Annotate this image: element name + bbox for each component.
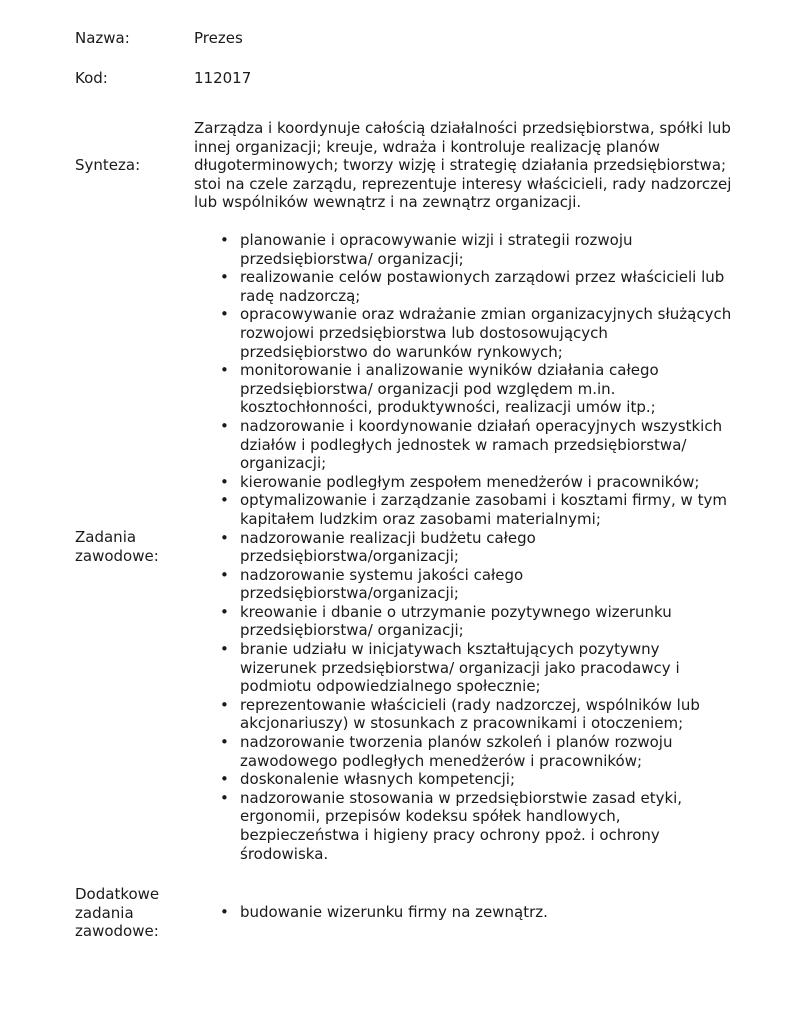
zadanie-item-line: środowiska.	[240, 844, 329, 863]
zadania-list	[240, 231, 760, 863]
zadanie-item-line: • doskonalenie własnych kompetencji;	[240, 770, 515, 789]
nazwa-value: Prezes	[194, 28, 243, 47]
zadanie-item	[240, 417, 760, 473]
zadanie-item-line: • nadzorowanie stosowania w przedsiębiorstwie zasad etyki,	[240, 788, 683, 807]
zadanie-item-line: • nadzorowanie realizacji budżetu całego	[240, 528, 536, 547]
dodatkowe-label-line: zadania	[75, 903, 134, 922]
zadanie-item-line: • opracowywanie oraz wdrażanie zmian organizacyjnych służących	[240, 305, 732, 324]
zadanie-item-line: • planowanie i opracowywanie wizji i strategii rozwoju	[240, 231, 633, 249]
synteza-line: stoi na czele zarządu, reprezentuje interesy właścicieli, rady nadzorczej	[194, 174, 732, 193]
zadanie-item-line: akcjonariuszy) w stosunkach z pracownikami i otoczeniem;	[240, 714, 684, 733]
zadanie-item-line: przedsiębiorstwa/organizacji;	[240, 584, 459, 603]
zadanie-item-line: • nadzorowanie tworzenia planów szkoleń i planów rozwoju	[240, 733, 673, 752]
zadanie-item-line: kosztochłonności, produktywności, realizacji umów itp.;	[240, 398, 656, 417]
zadanie-item-line: • nadzorowanie i koordynowanie działań operacyjnych wszystkich	[240, 416, 723, 435]
zadanie-item	[240, 640, 760, 696]
zadanie-item-line: • optymalizowanie i zarządzanie zasobami i kosztami firmy, w tym	[240, 491, 727, 510]
zadanie-item-line: bezpieczeństwa i higieny pracy ochrony ppoż. i ochrony	[240, 826, 660, 844]
dodatkowe-item	[240, 903, 760, 922]
zadanie-item-line: przedsiębiorstwa/organizacji;	[240, 547, 459, 566]
zadanie-item-line: zawodowego podległych menedżerów i pracowników;	[240, 751, 643, 770]
synteza-line: innej organizacji; kreuje, wdraża i kontroluje realizację planów	[194, 137, 660, 156]
zadanie-item-line: wizerunek przedsiębiorstwa/ organizacji jako pracodawcy i	[240, 658, 680, 677]
zadanie-item	[240, 361, 760, 417]
zadanie-item-line: przedsiębiorstwa/ organizacji pod względem m.in.	[240, 379, 616, 398]
zadanie-item-line: • kreowanie i dbanie o utrzymanie pozytywnego wizerunku	[240, 602, 672, 621]
zadanie-item-line: • kierowanie podległym zespołem menedżerów i pracowników;	[240, 472, 700, 491]
dodatkowe-label	[75, 885, 185, 941]
zadanie-item	[240, 733, 760, 770]
zadanie-item-line: • monitorowanie i analizowanie wyników działania całego	[240, 361, 659, 380]
dodatkowe-item-line: • budowanie wizerunku firmy na zewnątrz.	[240, 903, 548, 921]
dodatkowe-list	[240, 903, 760, 922]
zadania-label	[75, 528, 185, 565]
zadania-label-line: Zadania	[75, 528, 137, 546]
zadanie-item-line: radę nadzorczą;	[240, 286, 361, 305]
zadanie-item-line: kapitałem ludzkim oraz zasobami materialnymi;	[240, 509, 601, 528]
synteza-label: Synteza:	[75, 156, 141, 174]
zadanie-item-line: podmiotu odpowiedzialnego społecznie;	[240, 677, 541, 696]
zadanie-item-line: rozwojowi przedsiębiorstwa lub dostosowujących	[240, 323, 608, 342]
zadanie-item-line: organizacji;	[240, 454, 327, 473]
zadanie-item	[240, 789, 760, 863]
zadanie-item	[240, 566, 760, 603]
synteza-line: długoterminowych; tworzy wizję i strategię działania przedsiębiorstwa;	[194, 156, 727, 175]
nazwa-label: Nazwa:	[75, 28, 130, 47]
zadanie-item	[240, 491, 760, 528]
zadanie-item-line: przedsiębiorstwa/ organizacji;	[240, 249, 464, 268]
zadanie-item	[240, 231, 760, 268]
zadanie-item-line: przedsiębiorstwo do warunków rynkowych;	[240, 342, 563, 361]
zadanie-item	[240, 770, 760, 789]
zadanie-item-line: • branie udziału w inicjatywach kształtujących pozytywny	[240, 640, 660, 659]
synteza-text	[194, 119, 759, 212]
zadanie-item-line: ergonomii, przepisów kodeksu spółek handlowych,	[240, 807, 621, 826]
kod-value: 112017	[194, 68, 252, 87]
synteza-line: Zarządza i koordynuje całością działalności przedsiębiorstwa, spółki lub	[194, 119, 731, 137]
zadanie-item-line: przedsiębiorstwa/ organizacji;	[240, 621, 464, 640]
zadanie-item-line: • realizowanie celów postawionych zarządowi przez właścicieli lub	[240, 268, 725, 287]
zadanie-item	[240, 696, 760, 733]
zadanie-item	[240, 529, 760, 566]
kod-label: Kod:	[75, 68, 108, 87]
zadanie-item	[240, 268, 760, 305]
zadanie-item	[240, 305, 760, 361]
zadanie-item	[240, 603, 760, 640]
zadanie-item	[240, 473, 760, 492]
synteza-line: lub wspólników wewnątrz i na zewnątrz organizacji.	[194, 193, 582, 212]
dodatkowe-label-line: Dodatkowe	[75, 885, 160, 903]
zadanie-item-line: działów i podległych jednostek w ramach przedsiębiorstwa/	[240, 435, 687, 454]
zadanie-item-line: • nadzorowanie systemu jakości całego	[240, 565, 524, 584]
dodatkowe-label-line: zawodowe:	[75, 922, 159, 941]
zadanie-item-line: • reprezentowanie właścicieli (rady nadzorczej, wspólników lub	[240, 695, 700, 714]
zadania-label-line: zawodowe:	[75, 546, 159, 565]
